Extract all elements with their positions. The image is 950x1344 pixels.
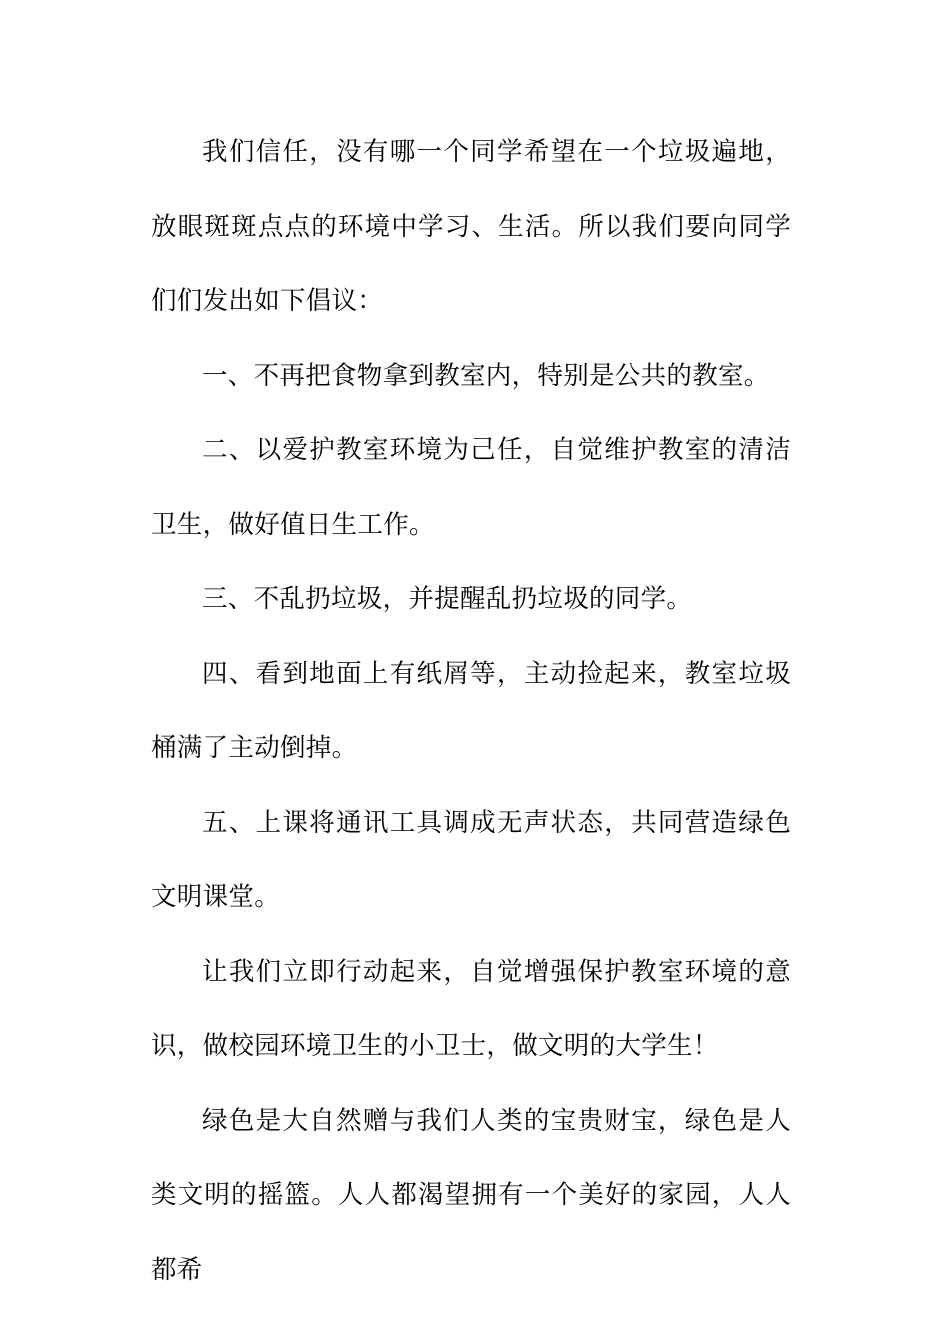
document-body bbox=[151, 115, 791, 1307]
paragraph-7: 让我们立即行动起来，自觉增强保护教室环境的意识，做校园环境卫生的小卫士，做文明的大学生！ bbox=[151, 956, 791, 1061]
paragraph-8: 绿色是大自然赠与我们人类的宝贵财宝，绿色是人类文明的摇篮。人人都渴望拥有一个美好的家园，人人都希 bbox=[151, 1105, 791, 1285]
paragraph-5: 四、看到地面上有纸屑等，主动捡起来，教室垃圾桶满了主动倒掉。 bbox=[151, 658, 791, 763]
paragraph-1: 我们信任，没有哪一个同学希望在一个垃圾遍地，放眼斑斑点点的环境中学习、生活。所以我们要向同学们们发出如下倡议： bbox=[151, 137, 791, 316]
paragraph-6: 五、上课将通讯工具调成无声状态，共同营造绿色文明课堂。 bbox=[151, 807, 791, 912]
paragraph-3: 二、以爱护教室环境为己任，自觉维护教室的清洁卫生，做好值日生工作。 bbox=[151, 435, 791, 540]
paragraph-4: 三、不乱扔垃圾，并提醒乱扔垃圾的同学。 bbox=[202, 584, 693, 614]
paragraph-2: 一、不再把食物拿到教室内，特别是公共的教室。 bbox=[202, 360, 770, 391]
